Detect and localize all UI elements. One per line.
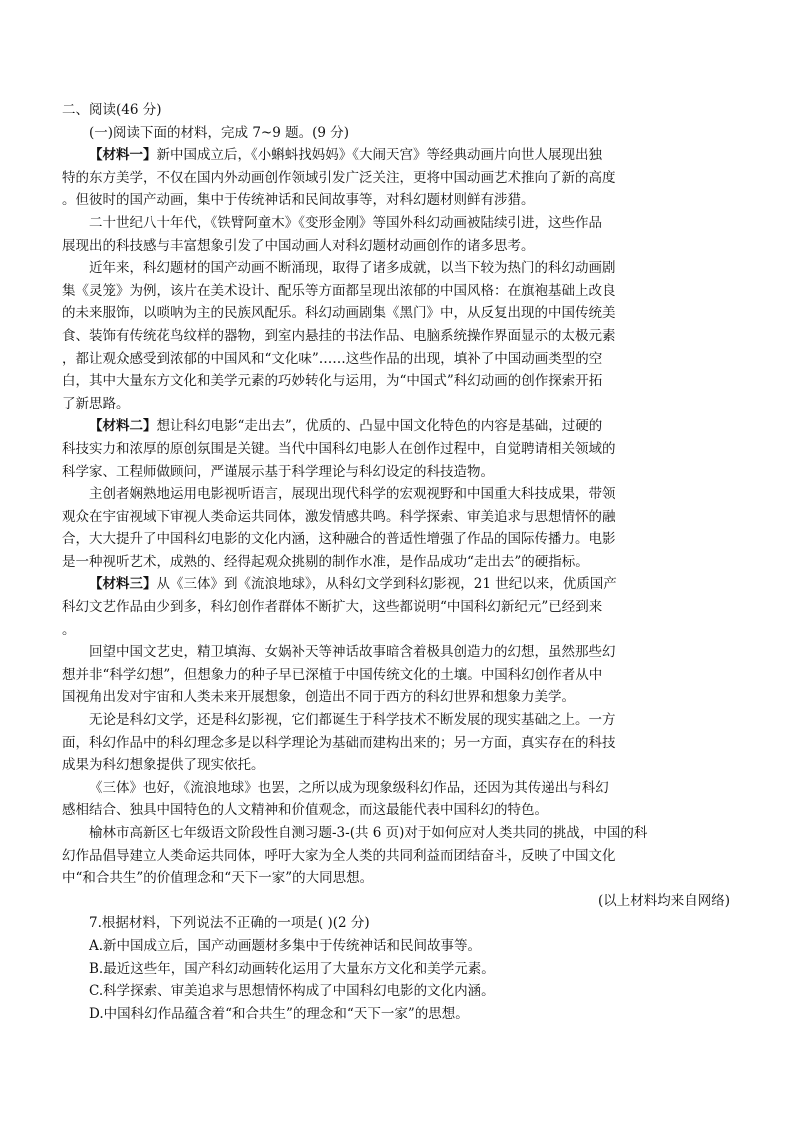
- question-option-d: D.中国科幻作品蕴含着“和合共生”的理念和“天下一家”的思想。: [89, 1005, 469, 1022]
- material1-line: 展现出的科技感与丰富想象引发了中国动画人对科幻题材动画创作的诸多思考。: [62, 237, 535, 254]
- material3-line: 无论是科幻文学，还是科幻影视，它们都诞生于科学技术不断发展的现实基础之上。一方: [89, 712, 616, 729]
- material3-line: 面，科幻作品中的科幻理念多是以科学理论为基础而建构出来的；另一方面，真实存在的科技: [62, 734, 616, 751]
- material1-line: 近年来，科幻题材的国产动画不断涌现，取得了诸多成就，以当下较为热门的科幻动画剧: [89, 260, 616, 277]
- material3-line: 回望中国文艺史，精卫填海、女娲补天等神话故事暗含着极具创造力的幻想，虽然那些幻: [89, 644, 616, 661]
- question-option-b: B.最近这些年，国产科幻动画转化运用了大量东方文化和美学元素。: [89, 960, 495, 977]
- material1-line: 。但彼时的国产动画，集中于传统神话和民间故事等，对科幻题材则鲜有涉猎。: [62, 192, 535, 209]
- question-stem: 7.根据材料，下列说法不正确的一项是( )(2 分): [89, 915, 370, 932]
- material2-line: 主创者娴熟地运用电影视听语言，展现出现代科学的宏观视野和中国重大科技成果，带领: [89, 486, 616, 503]
- material3-line: 想并非“科学幻想”，但想象力的种子早已深植于中国传统文化的土壤。中国科幻创作者从中: [62, 666, 603, 683]
- material1-line: 【材料一】新中国成立后，《小蝌蚪找妈妈》《大闹天宫》等经典动画片向世人展现出独: [89, 147, 602, 164]
- material2-line: 是一种视听艺术，成熟的、经得起观众挑剔的制作水准，是作品成功“走出去”的硬指标。: [62, 553, 589, 570]
- section-subheading: (一)阅读下面的材料，完成 7~9 题。(9 分): [89, 124, 350, 141]
- material3-label: 【材料三】: [89, 576, 157, 593]
- material2-line: 科技实力和浓厚的原创氛围是关键。当代中国科幻电影人在创作过程中，自觉聘请相关领域的: [62, 440, 616, 457]
- material1-line: 集《灵笼》为例，该片在美术设计、配乐等方面都呈现出浓郁的中国风格：在旗袍基础上改良: [62, 282, 616, 299]
- section-heading: 二、阅读(46 分): [62, 102, 162, 118]
- material3-line: 成果为科幻想象提供了现实依托。: [62, 757, 265, 774]
- material3-line: 【材料三】从《三体》到《流浪地球》，从科幻文学到科幻影视，21 世纪以来，优质国产: [89, 576, 617, 593]
- material1-line: 食、装饰有传统花鸟纹样的器物，到室内悬挂的书法作品、电脑系统操作界面显示的太极元素: [62, 327, 616, 344]
- question-option-c: C.科学探索、审美追求与思想情怀构成了中国科幻电影的文化内涵。: [89, 983, 495, 1000]
- material1-line: ，都让观众感受到浓郁的中国风和“文化味”……这些作品的出现，填补了中国动画类型的空: [62, 350, 603, 367]
- question-option-a: A.新中国成立后，国产动画题材多集中于传统神话和民间故事等。: [89, 937, 482, 954]
- material2-line: 【材料二】想让科幻电影“走出去”，优质的、凸显中国文化特色的内容是基础，过硬的: [89, 418, 603, 435]
- material1-line: 的未来服饰，以唢呐为主的民族风配乐。科幻动画剧集《黑门》中，从反复出现的中国传统美: [62, 305, 616, 322]
- material1-line: 白，其中大量东方文化和美学元素的巧妙转化与运用，为“中国式”科幻动画的创作探索开拓: [62, 373, 603, 390]
- material1-line: 了新思路。: [62, 395, 130, 412]
- material3-line: 幻作品倡导建立人类命运共同体，呼吁大家为全人类的共同利益而团结奋斗，反映了中国文化: [62, 847, 616, 864]
- source-note: (以上材料均来自网络): [597, 892, 730, 909]
- material2-line: 观众在宇宙视域下审视人类命运共同体，激发情感共鸣。科学探索、审美追求与思想情怀的融: [62, 508, 616, 525]
- material3-line: 中“和合共生”的价值理念和“天下一家”的大同思想。: [62, 870, 374, 887]
- material1-line: 二十世纪八十年代，《铁臂阿童木》《变形金刚》等国外科幻动画被陆续引进，这些作品: [89, 214, 602, 231]
- material2-line: 科学家、工程师做顾问，严谨展示基于科学理论与科幻设定的科技造物。: [62, 463, 494, 480]
- material1-label: 【材料一】: [89, 147, 157, 164]
- material3-line: 国视角出发对宇宙和人类未来开展想象，创造出不同于西方的科幻世界和想象力美学。: [62, 689, 575, 706]
- material3-line: 榆林市高新区七年级语文阶段性自测习题-3-(共 6 页)对于如何应对人类共同的挑战，中国的科: [89, 825, 648, 841]
- material1-line: 特的东方美学，不仅在国内外动画创作领域引发广泛关注，更将中国动画艺术推向了新的高度: [62, 169, 616, 186]
- material3-line: 《三体》也好，《流浪地球》也罢，之所以成为现象级科幻作品，还因为其传递出与科幻: [89, 779, 609, 796]
- material3-line: 科幻文艺作品由少到多，科幻创作者群体不断扩大，这些都说明“中国科幻新纪元”已经到来: [62, 599, 603, 616]
- material3-line: 感相结合、独具中国特色的人文精神和价值观念，而这最能代表中国科幻的特色。: [62, 802, 548, 819]
- material3-line: 。: [62, 621, 76, 638]
- material2-line: 合，大大提升了中国科幻电影的文化内涵，这种融合的普适性增强了作品的国际传播力。电影: [62, 531, 616, 548]
- reading-section: [62, 99, 734, 1025]
- material2-label: 【材料二】: [89, 418, 157, 435]
